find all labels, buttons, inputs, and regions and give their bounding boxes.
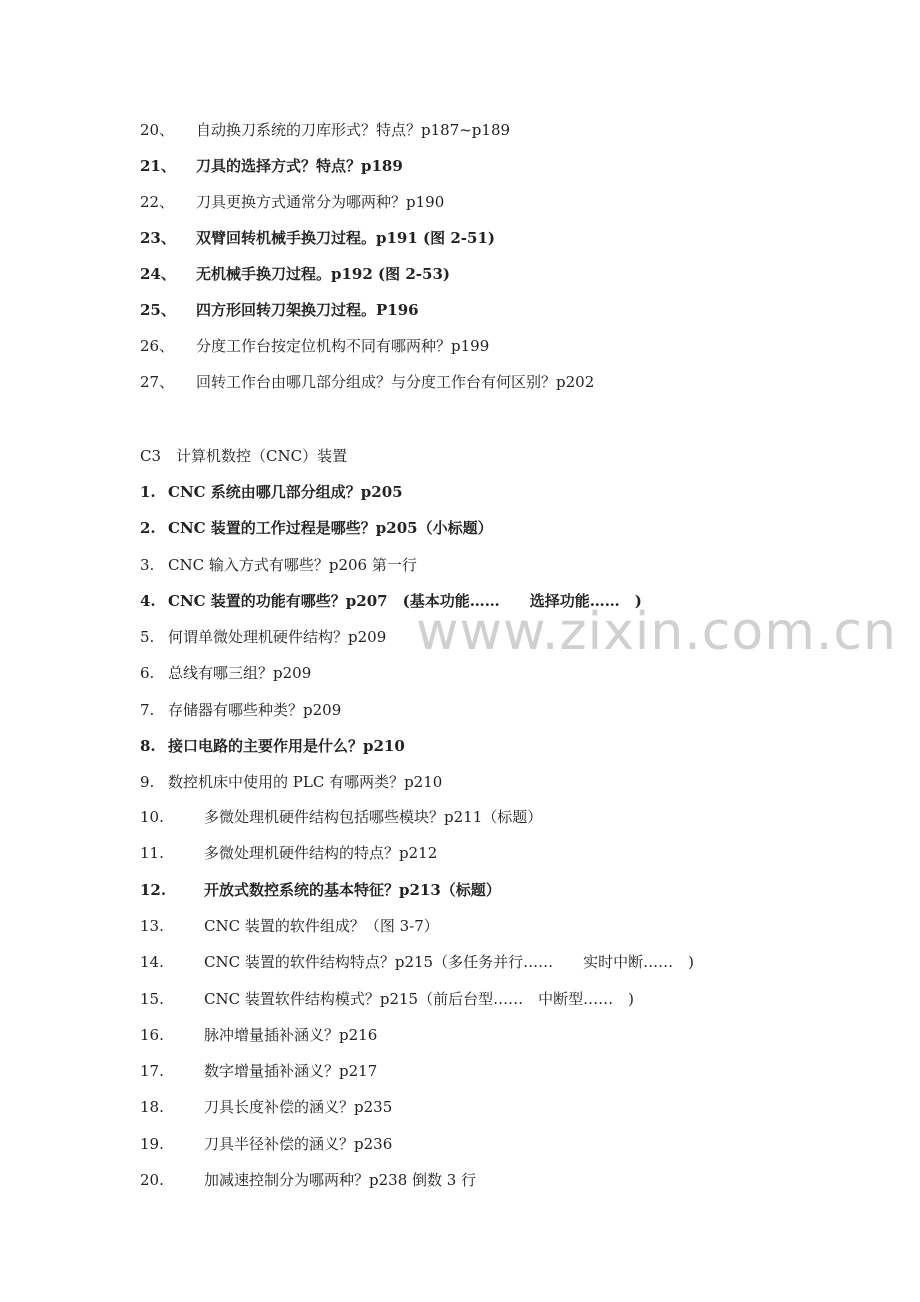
question-number: 16. xyxy=(140,1025,164,1044)
question-text: CNC 装置的功能有哪些？p207 (基本功能…… 选择功能…… ) xyxy=(168,591,642,610)
question-text: 四方形回转刀架换刀过程。P196 xyxy=(196,301,419,319)
question-text: 数字增量插补涵义？p217 xyxy=(204,1062,378,1081)
question-number: 2. xyxy=(140,519,156,538)
question-text: 无机械手换刀过程。p192 (图 2-53) xyxy=(196,265,450,283)
question-number: 20、 xyxy=(140,121,175,139)
question-number: 11. xyxy=(140,844,164,863)
question-number: 27、 xyxy=(140,373,175,391)
question-number: 24、 xyxy=(140,265,176,283)
question-text: CNC 输入方式有哪些？p206 第一行 xyxy=(168,555,417,574)
question-number: 17. xyxy=(140,1062,164,1081)
question-number: 22、 xyxy=(140,193,175,211)
question-number: 8. xyxy=(140,736,156,755)
question-text: 多微处理机硬件结构包括哪些模块？p211（标题） xyxy=(204,808,543,826)
question-number: 4. xyxy=(140,591,156,610)
question-text: 接口电路的主要作用是什么？p210 xyxy=(168,736,405,755)
question-number: 15. xyxy=(140,989,164,1008)
question-number: 21、 xyxy=(140,157,176,175)
question-text: 总线有哪三组？p209 xyxy=(168,664,312,683)
site-watermark: www.zixin.com.cn xyxy=(416,602,897,662)
question-text: CNC 装置的软件结构特点？p215（多任务并行…… 实时中断…… ) xyxy=(204,953,694,972)
question-number: 13. xyxy=(140,916,164,935)
question-number: 7. xyxy=(140,700,155,719)
question-text: CNC 装置的软件组成？（图 3-7） xyxy=(204,916,439,935)
question-number: 3. xyxy=(140,555,155,574)
question-number: 25、 xyxy=(140,301,176,319)
question-text: 开放式数控系统的基本特征？p213（标题） xyxy=(204,880,501,899)
question-text: 数控机床中使用的 PLC 有哪两类？p210 xyxy=(168,773,443,791)
question-text: CNC 系统由哪几部分组成？p205 xyxy=(168,483,403,501)
question-text: CNC 装置软件结构模式？p215（前后台型…… 中断型…… ) xyxy=(204,989,634,1008)
question-number: 23、 xyxy=(140,229,176,247)
question-text: 刀具长度补偿的涵义？p235 xyxy=(204,1098,393,1117)
question-number: 14. xyxy=(140,953,164,972)
question-text: 自动换刀系统的刀库形式？特点？p187~p189 xyxy=(196,121,511,139)
question-number: 12. xyxy=(140,880,167,899)
chapter-heading: C3 计算机数控（CNC）装置 xyxy=(140,447,348,465)
question-text: 脉冲增量插补涵义？p216 xyxy=(204,1025,378,1044)
question-text: CNC 装置的工作过程是哪些？p205（小标题） xyxy=(168,519,493,538)
question-number: 26、 xyxy=(140,337,175,355)
question-text: 存储器有哪些种类？p209 xyxy=(168,700,342,719)
question-number: 9. xyxy=(140,773,155,791)
question-number: 20. xyxy=(140,1171,164,1189)
question-text: 刀具更换方式通常分为哪两种？p190 xyxy=(196,193,445,211)
question-text: 回转工作台由哪几部分组成？与分度工作台有何区别？p202 xyxy=(196,373,595,391)
question-number: 6. xyxy=(140,664,155,683)
question-number: 1. xyxy=(140,483,156,501)
question-number: 18. xyxy=(140,1098,164,1117)
question-number: 19. xyxy=(140,1134,164,1153)
question-text: 加减速控制分为哪两种？p238 倒数 3 行 xyxy=(204,1171,477,1189)
question-number: 10. xyxy=(140,808,164,826)
question-text: 何谓单微处理机硬件结构？p209 xyxy=(168,628,387,646)
question-text: 刀具的选择方式？特点？p189 xyxy=(196,157,403,175)
question-number: 5. xyxy=(140,628,155,646)
question-text: 分度工作台按定位机构不同有哪两种？p199 xyxy=(196,337,490,355)
question-text: 双臂回转机械手换刀过程。p191 (图 2-51) xyxy=(196,229,495,247)
question-text: 多微处理机硬件结构的特点？p212 xyxy=(204,844,438,863)
question-text: 刀具半径补偿的涵义？p236 xyxy=(204,1134,393,1153)
